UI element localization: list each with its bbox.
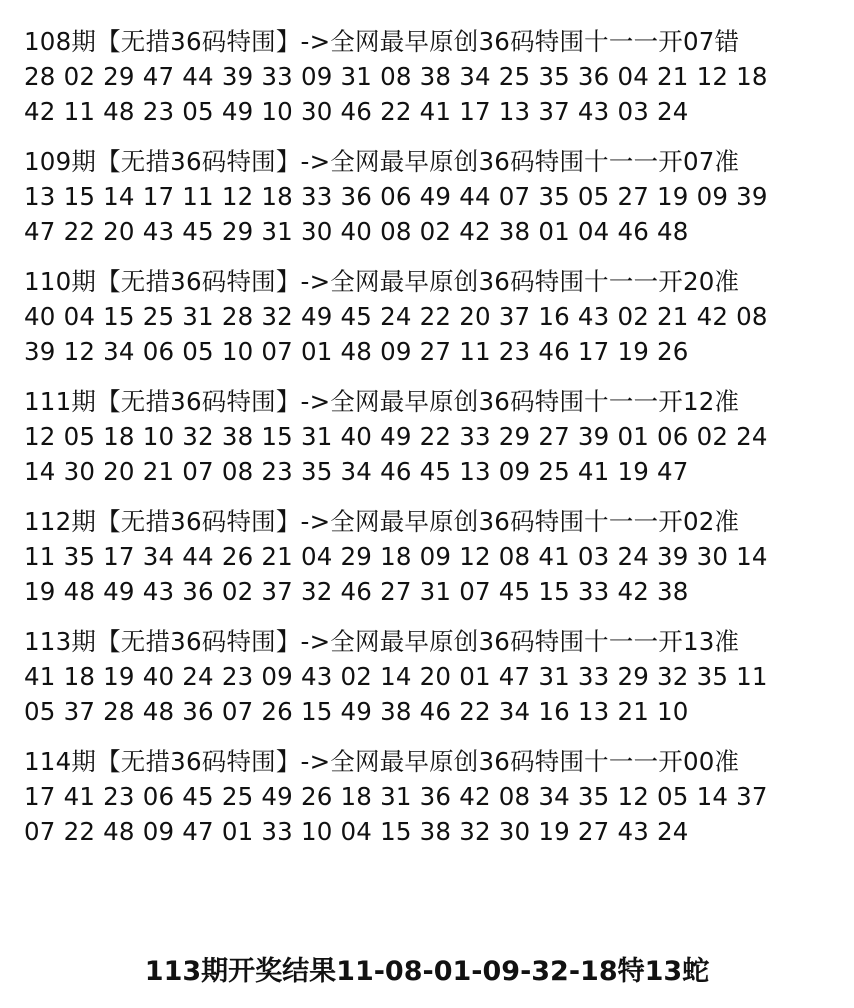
entry-112: [24, 504, 824, 609]
entry-header: 110期【无措36码特围】->全网最早原创36码特围十一一开20准: [24, 267, 740, 296]
numbers-row: 05 37 28 48 36 07 26 15 49 38 46 22 34 16 13 21 10: [24, 697, 689, 726]
numbers-row: 28 02 29 47 44 39 33 09 31 08 38 34 25 35 36 04 21 12 18: [24, 62, 768, 91]
entry-108: [24, 24, 824, 129]
entry-111: [24, 384, 824, 489]
numbers-row: 13 15 14 17 11 12 18 33 36 06 49 44 07 35 05 27 19 09 39: [24, 182, 768, 211]
entry-header: 109期【无措36码特围】->全网最早原创36码特围十一一开07准: [24, 147, 740, 176]
numbers-row: 19 48 49 43 36 02 37 32 46 27 31 07 45 15 33 42 38: [24, 577, 689, 606]
numbers-row: 07 22 48 09 47 01 33 10 04 15 38 32 30 19 27 43 24: [24, 817, 689, 846]
entry-109: [24, 144, 824, 249]
draw-result: 113期开奖结果11-08-01-09-32-18特13蛇: [144, 956, 710, 987]
numbers-row: 14 30 20 21 07 08 23 35 34 46 45 13 09 25 41 19 47: [24, 457, 689, 486]
entry-110: [24, 264, 824, 369]
numbers-row: 47 22 20 43 45 29 31 30 40 08 02 42 38 01 04 46 48: [24, 217, 689, 246]
entry-header: 114期【无措36码特围】->全网最早原创36码特围十一一开00准: [24, 747, 740, 776]
entry-114: [24, 744, 824, 849]
entry-header: 112期【无措36码特围】->全网最早原创36码特围十一一开02准: [24, 507, 740, 536]
numbers-row: 39 12 34 06 05 10 07 01 48 09 27 11 23 46 17 19 26: [24, 337, 689, 366]
entry-header: 108期【无措36码特围】->全网最早原创36码特围十一一开07错: [24, 27, 740, 56]
entry-list: [24, 24, 824, 864]
entry-header: 111期【无措36码特围】->全网最早原创36码特围十一一开12准: [24, 387, 740, 416]
numbers-row: 42 11 48 23 05 49 10 30 46 22 41 17 13 37 43 03 24: [24, 97, 689, 126]
numbers-row: 17 41 23 06 45 25 49 26 18 31 36 42 08 34 35 12 05 14 37: [24, 782, 768, 811]
entry-header: 113期【无措36码特围】->全网最早原创36码特围十一一开13准: [24, 627, 740, 656]
numbers-row: 40 04 15 25 31 28 32 49 45 24 22 20 37 16 43 02 21 42 08: [24, 302, 768, 331]
numbers-row: 41 18 19 40 24 23 09 43 02 14 20 01 47 31 33 29 32 35 11: [24, 662, 768, 691]
numbers-row: 11 35 17 34 44 26 21 04 29 18 09 12 08 41 03 24 39 30 14: [24, 542, 768, 571]
entry-113: [24, 624, 824, 729]
numbers-row: 12 05 18 10 32 38 15 31 40 49 22 33 29 27 39 01 06 02 24: [24, 422, 768, 451]
